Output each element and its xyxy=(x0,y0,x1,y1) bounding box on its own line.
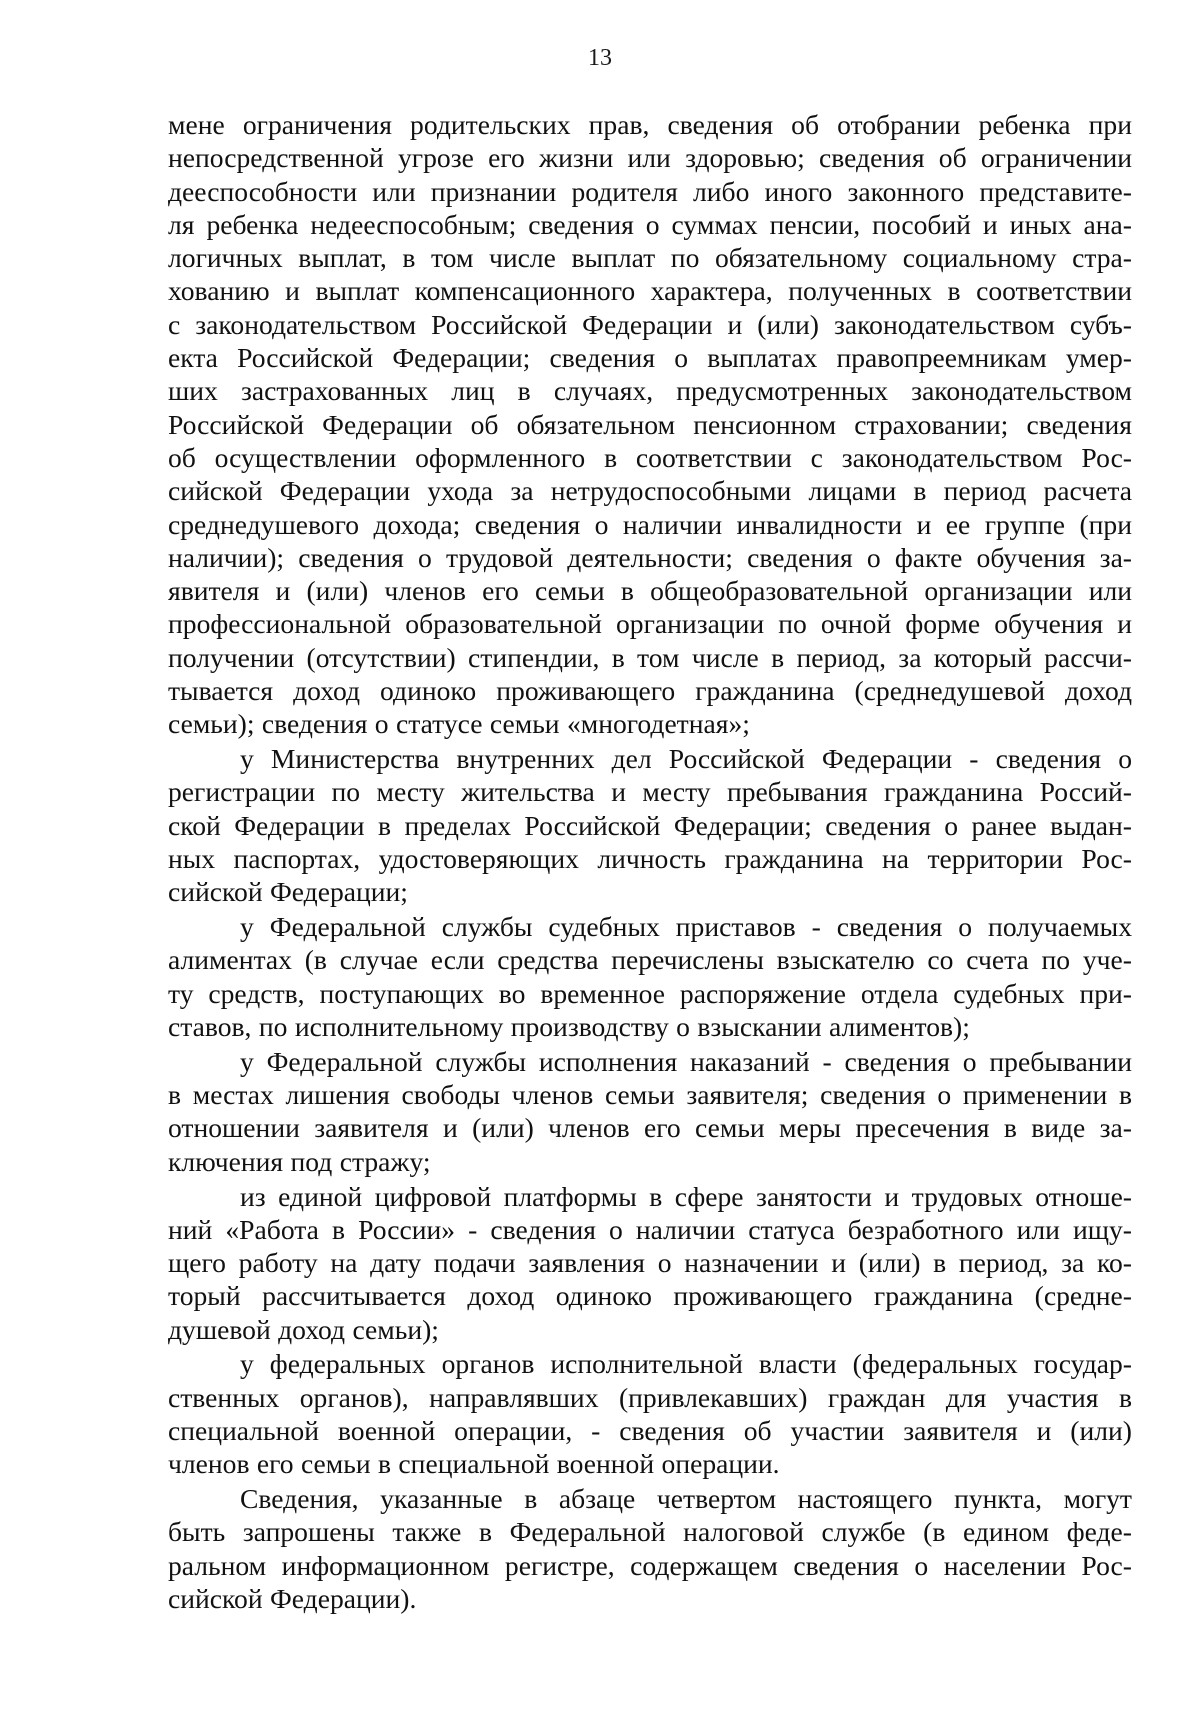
text-line: ных паспортах, удостоверяющих личность гражданина на территории Рос- xyxy=(168,843,1132,875)
text-line: хованию и выплат компенсационного характера, полученных в соответствии xyxy=(168,275,1132,307)
text-line: щего работу на дату подачи заявления о назначении и (или) в период, за ко- xyxy=(168,1247,1132,1279)
text-line: тывается доход одиноко проживающего гражданина (среднедушевой доход xyxy=(168,675,1132,707)
text-line: ключения под стражу; xyxy=(168,1145,431,1177)
text-line: у Министерства внутренних дел Российской Федерации - сведения о xyxy=(240,743,1132,775)
text-line: у Федеральной службы судебных приставов - сведения о получаемых xyxy=(240,911,1132,943)
text-line: Сведения, указанные в абзаце четвертом настоящего пункта, могут xyxy=(240,1483,1132,1515)
text-line: семьи); сведения о статусе семьи «многодетная»; xyxy=(168,708,750,740)
text-line: Российской Федерации об обязательном пенсионном страховании; сведения xyxy=(168,408,1132,440)
text-line: ний «Работа в России» - сведения о наличии статуса безработного или ищу- xyxy=(168,1213,1132,1245)
text-line: торый рассчитывается доход одиноко проживающего гражданина (средне- xyxy=(168,1280,1132,1312)
text-line: у Федеральной службы исполнения наказаний - сведения о пребывании xyxy=(240,1045,1132,1077)
text-line: ставов, по исполнительному производству о взыскании алиментов); xyxy=(168,1011,970,1043)
text-line: специальной военной операции, - сведения об участии заявителя и (или) xyxy=(168,1415,1132,1447)
text-line: ших застрахованных лиц в случаях, предусмотренных законодательством xyxy=(168,375,1132,407)
text-line: среднедушевого дохода; сведения о наличии инвалидности и ее группе (при xyxy=(168,508,1132,540)
text-line: дееспособности или признании родителя либо иного законного представите- xyxy=(168,175,1132,207)
text-line: из единой цифровой платформы в сфере занятости и трудовых отноше- xyxy=(240,1180,1132,1212)
text-line: с законодательством Российской Федерации и (или) законодательством субъ- xyxy=(168,308,1132,340)
paragraph xyxy=(168,1482,1132,1615)
text-line: явителя и (или) членов его семьи в общеобразовательной организации или xyxy=(168,575,1132,607)
text-line: об осуществлении оформленного в соответствии с законодательством Рос- xyxy=(168,441,1132,473)
paragraph xyxy=(168,1045,1132,1178)
text-line: профессиональной образовательной организации по очной форме обучения и xyxy=(168,608,1132,640)
text-line: у федеральных органов исполнительной власти (федеральных государ- xyxy=(240,1348,1132,1380)
text-line: членов его семьи в специальной военной операции. xyxy=(168,1448,780,1480)
text-line: логичных выплат, в том числе выплат по обязательному социальному стра- xyxy=(168,242,1132,274)
text-line: непосредственной угрозе его жизни или здоровью; сведения об ограничении xyxy=(168,142,1132,174)
paragraph xyxy=(168,910,1132,1043)
paragraph xyxy=(168,1180,1132,1346)
text-line: отношении заявителя и (или) членов его семьи меры пресечения в виде за- xyxy=(168,1112,1132,1144)
text-line: мене ограничения родительских прав, сведения об отобрании ребенка при xyxy=(168,109,1132,140)
text-line: в местах лишения свободы членов семьи заявителя; сведения о применении в xyxy=(168,1079,1132,1111)
paragraph xyxy=(168,742,1132,908)
paragraph xyxy=(168,1347,1132,1480)
text-line: быть запрошены также в Федеральной налоговой службе (в едином феде- xyxy=(168,1516,1132,1548)
text-line: регистрации по месту жительства и месту пребывания гражданина Россий- xyxy=(168,776,1132,808)
document-body xyxy=(168,108,1132,1617)
text-line: алиментах (в случае если средства перечислены взыскателю со счета по уче- xyxy=(168,944,1132,976)
text-line: сийской Федерации ухода за нетрудоспособными лицами в период расчета xyxy=(168,475,1132,507)
text-line: ту средств, поступающих во временное распоряжение отдела судебных при- xyxy=(168,977,1132,1009)
text-line: получении (отсутствии) стипендии, в том числе в период, за который рассчи- xyxy=(168,641,1132,673)
text-line: ственных органов), направлявших (привлекавших) граждан для участия в xyxy=(168,1381,1132,1413)
text-line: наличии); сведения о трудовой деятельности; сведения о факте обучения за- xyxy=(168,541,1132,573)
text-line: екта Российской Федерации; сведения о выплатах правопреемникам умер- xyxy=(168,342,1132,374)
text-line: ральном информационном регистре, содержащем сведения о населении Рос- xyxy=(168,1549,1132,1581)
text-line: ля ребенка недееспособным; сведения о суммах пенсии, пособий и иных ана- xyxy=(168,208,1132,240)
paragraph xyxy=(168,108,1132,741)
page-number: 13 xyxy=(588,45,612,71)
text-line: сийской Федерации). xyxy=(168,1583,417,1615)
text-line: душевой доход семьи); xyxy=(168,1313,439,1345)
text-line: сийской Федерации; xyxy=(168,876,408,908)
text-line: ской Федерации в пределах Российской Федерации; сведения о ранее выдан- xyxy=(168,809,1132,841)
